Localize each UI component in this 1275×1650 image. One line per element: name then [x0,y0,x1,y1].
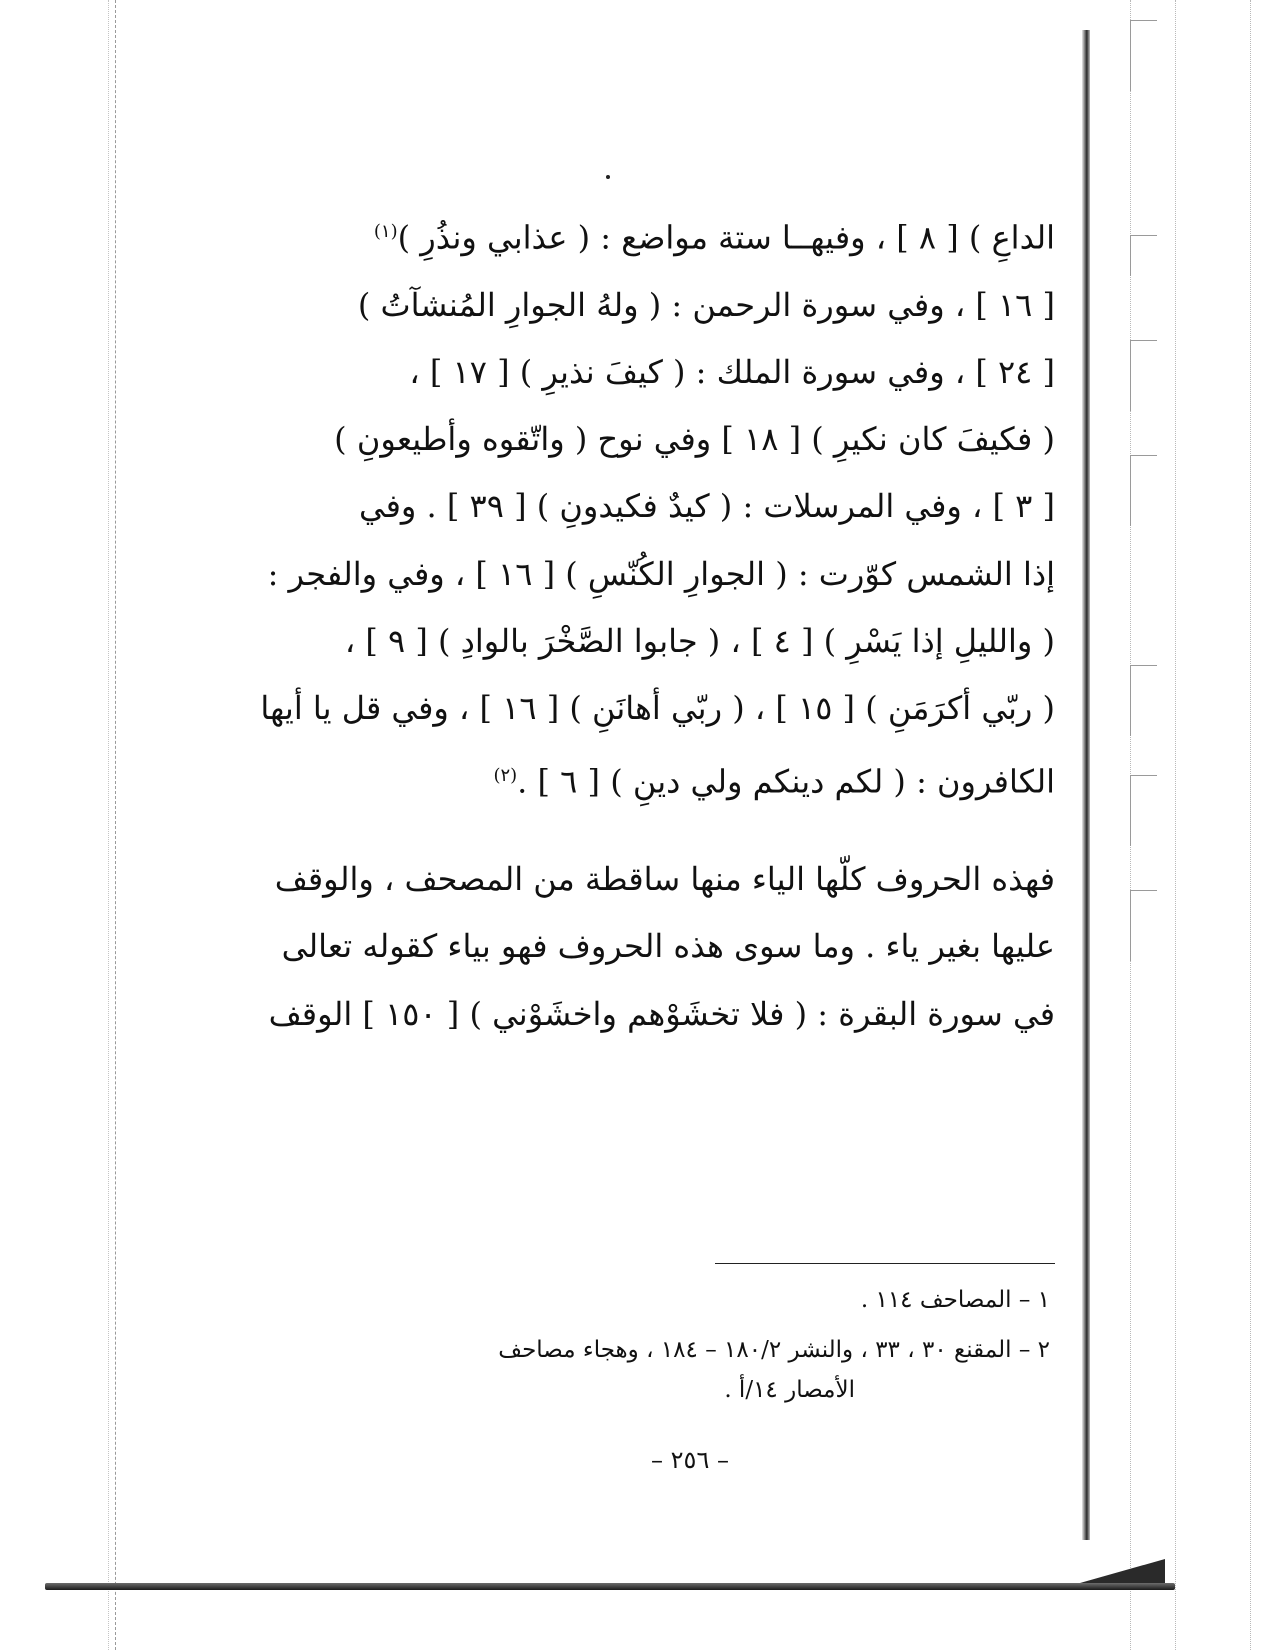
page-number: – ٢٥٦ – [651,1446,729,1474]
footnote [300,1280,1050,1320]
text-line: [ ٢٤ ] ، وفي سورة الملك : ( كيفَ نذيرِ ) [ ١٧ ] ، [409,353,1055,392]
text-line: عليها بغير ياء . وما سوى هذه الحروف فهو بياء كقوله تعالى [281,927,1055,966]
footnote-separator [715,1263,1055,1264]
text-line: فهذه الحروف كلّها الياء منها ساقطة من المصحف ، والوقف [274,860,1055,899]
text-line: ( ربّي أكرَمَنِ ) [ ١٥ ] ، ( ربّي أهانَنِ ) [ ١٦ ] ، وفي قل يا أيها [260,689,1055,728]
scan-edge-line [115,0,116,1650]
footnote-marker: (١) [373,221,398,242]
ink-speck [606,175,610,179]
scan-edge-line [108,0,109,1650]
text-line: الكافرون : ( لكم دينكم ولي دينِ ) [ ٦ ] .$^{(٢)}$ [493,762,1055,801]
footnote-line: ٢ – المقنع ٣٠ ، ٣٣ ، والنشر ١٨٠/٢ – ١٨٤ ، وهجاء مصاحف [498,1337,1050,1363]
footnotes [300,1280,1050,1420]
text-line: ( فكيفَ كان نكيرِ ) [ ١٨ ] وفي نوح ( واتّقوه وأطيعونِ ) [334,420,1055,459]
footnote [300,1330,1050,1410]
footnote-marker: (٢) [493,765,518,787]
text-line: إذا الشمس كوّرت : ( الجوارِ الكُنّسِ ) [ ١٦ ] ، وفي والفجر : [267,554,1055,593]
footnote-line: ١ – المصاحف ١١٤ . [860,1287,1050,1313]
book-spine-shadow [1080,1535,1165,1583]
text-line: الداعِ ) [ ٨ ] ، وفيهــا ستة مواضع : ( عذابي ونذُرِ )$^{(١)}$ [373,218,1055,257]
paragraph [268,846,1055,1048]
footnote-line: الأمصار ١٤/أ . [724,1377,855,1403]
scan-right-margin [1130,0,1270,1650]
text-line: [ ٣ ] ، وفي المرسلات : ( كيدٌ فكيدونِ ) [ ٣٩ ] . وفي [358,487,1055,526]
text-line: في سورة البقرة : ( فلا تخشَوْهم واخشَوْني ) [ ١٥٠ ] الوقف [268,994,1055,1033]
page-bottom-edge [45,1583,1175,1590]
text-line: [ ١٦ ] ، وفي سورة الرحمن : ( ولهُ الجوارِ المُنشآتُ ) [357,285,1055,324]
main-text [260,198,1055,1048]
text-line: ( والليلِ إذا يَسْرِ ) [ ٤ ] ، ( جابوا الصَّخْرَ بالوادِ ) [ ٩ ] ، [344,621,1055,660]
paragraph [260,198,1055,816]
book-spine-shadow [1082,30,1090,1540]
